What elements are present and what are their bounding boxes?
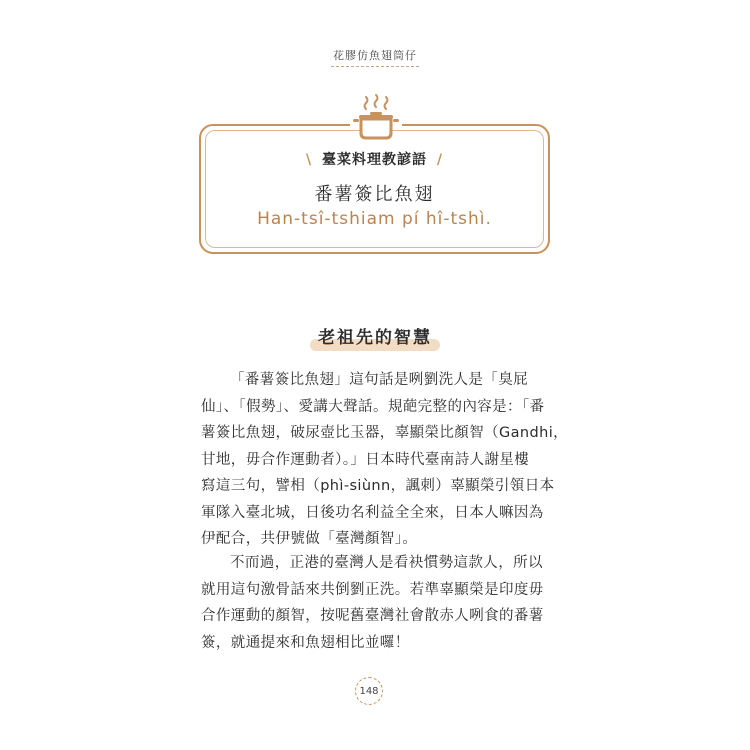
paragraph-2-line: 不而過，正港的臺灣人是看袂慣勢這款人，所以	[230, 555, 543, 571]
paragraph-1-line: 伊配合，共伊號做「臺灣顏智」。	[201, 531, 418, 547]
slash-left: \	[306, 152, 313, 168]
paragraph-2-line: 就用這句激骨話來共倒劉正洗。若準辜顯榮是印度毋	[201, 581, 544, 598]
paragraph-2-line: 合作運動的顏智，按呢舊臺灣社會散赤人咧食的番薯	[201, 608, 544, 624]
proverb-phrase: 番薯簽比魚翅	[314, 184, 435, 205]
running-head: 花膠仿魚翅筒仔	[333, 49, 417, 62]
steaming-pot-icon	[350, 93, 402, 141]
proverb-label-text: 臺菜料理教諺語	[322, 152, 427, 168]
paragraph-2	[201, 550, 550, 656]
section-title-wrap	[0, 323, 750, 348]
section-title: 老祖先的智慧	[312, 323, 438, 348]
slash-right: /	[436, 152, 443, 168]
paragraph-1-line: 「番薯簽比魚翅」這句話是咧劉洗人是「臭屁	[230, 372, 528, 388]
page-number-badge	[355, 677, 383, 705]
paragraph-1-line: 軍隊入臺北城，日後功名利益全全來，日本人嘛因為	[201, 504, 544, 521]
paragraph-2-line: 簽，就通提來和魚翅相比並囉！	[201, 634, 410, 651]
paragraph-1-line: 寫這三句，譬相（phì-siùnn，諷刺）辜顯榮引領日本	[201, 478, 555, 494]
running-head-rule	[331, 66, 419, 67]
paragraph-1-line: 薯簽比魚翅，破尿壺比玉器，辜顯榮比顏智（Gandhi，	[201, 425, 569, 441]
paragraph-1	[201, 367, 569, 553]
page-number: 148	[359, 685, 379, 697]
paragraph-1-line: 仙」、「假勢」、愛講大聲話。規葩完整的內容是：「番	[201, 398, 545, 415]
paragraph-1-line: 甘地，毋合作運動者）。」日本時代臺南詩人謝星樓	[201, 451, 530, 468]
proverb-romanization: Han-tsî-tshiam pí hî-tshì.	[257, 209, 492, 229]
proverb-label	[199, 149, 550, 169]
